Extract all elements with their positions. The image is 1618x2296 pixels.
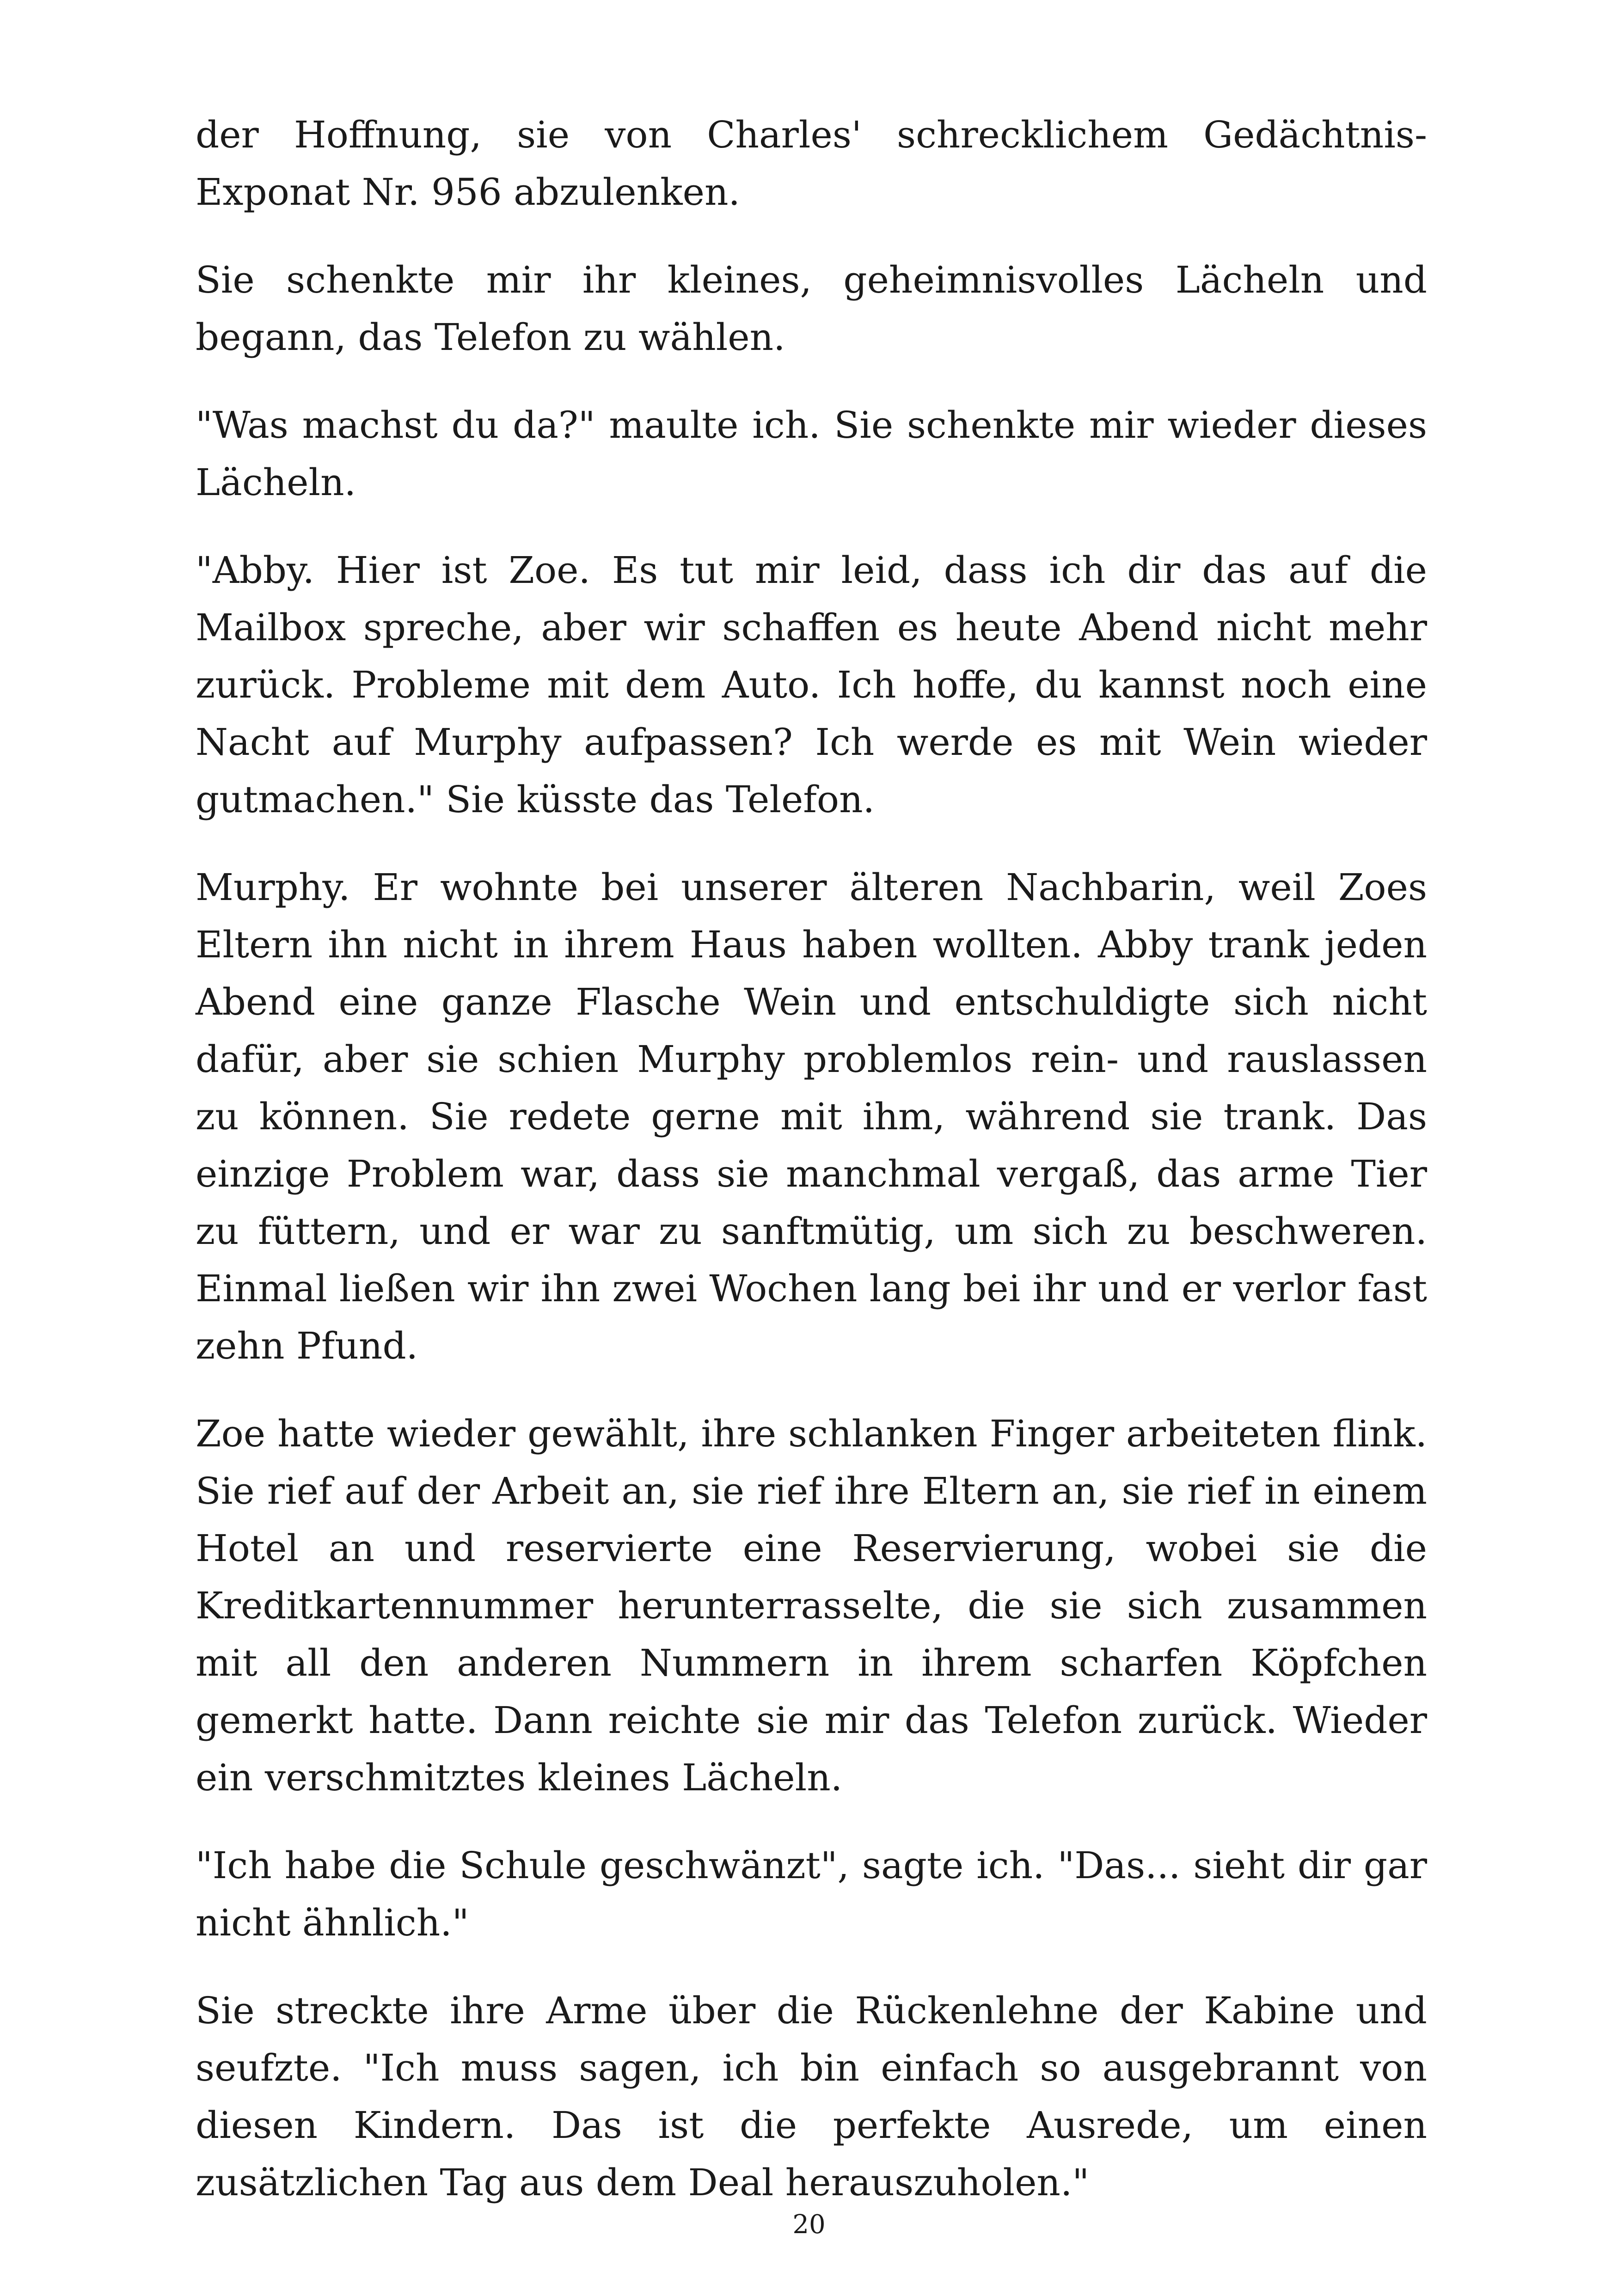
- paragraph: "Was machst du da?" maulte ich. Sie schenkte mir wieder dieses Lächeln.: [196, 404, 1427, 504]
- paragraph: "Ich habe die Schule geschwänzt", sagte ich. "Das... sieht dir gar nicht ähnlich.": [196, 1844, 1427, 1944]
- body-text: [196, 106, 1427, 2242]
- paragraph: Sie schenkte mir ihr kleines, geheimnisvolles Lächeln und begann, das Telefon zu wählen.: [196, 258, 1427, 359]
- page-number: 20: [792, 2210, 826, 2240]
- paragraph: Murphy. Er wohnte bei unserer älteren Nachbarin, weil Zoes Eltern ihn nicht in ihrem Haus haben wollten. Abby trank jeden Abend eine ganze Flasche Wein und entschuldigte sich nicht dafür, aber sie schien Murphy problemlos rein- und rauslassen zu können. Sie redete gerne mit ihm, während sie trank. Das einzige Problem war, dass sie manchmal vergaß, das arme Tier zu füttern, und er war zu sanftmütig, um sich zu beschweren. Einmal ließen wir ihn zwei Wochen lang bei ihr und er verlor fast zehn Pfund.: [196, 866, 1427, 1367]
- paragraph: der Hoffnung, sie von Charles' schrecklichem Gedächtnis-Exponat Nr. 956 abzulenken.: [196, 113, 1427, 214]
- paragraph: "Abby. Hier ist Zoe. Es tut mir leid, dass ich dir das auf die Mailbox spreche, aber wir schaffen es heute Abend nicht mehr zurück. Probleme mit dem Auto. Ich hoffe, du kannst noch eine Nacht auf Murphy aufpassen? Ich werde es mit Wein wieder gutmachen." Sie küsste das Telefon.: [196, 549, 1427, 821]
- paragraph: Sie streckte ihre Arme über die Rückenlehne der Kabine und seufzte. "Ich muss sagen, ich bin einfach so ausgebrannt von diesen Kindern. Das ist die perfekte Ausrede, um einen zusätzlichen Tag aus dem Deal herauszuholen.": [196, 1989, 1427, 2204]
- paragraph: Zoe hatte wieder gewählt, ihre schlanken Finger arbeiteten flink. Sie rief auf der Arbeit an, sie rief ihre Eltern an, sie rief in einem Hotel an und reservierte eine Reservierung, wobei sie die Kreditkartennummer herunterrasselte, die sie sich zusammen mit all den anderen Nummern in ihrem scharfen Köpfchen gemerkt hatte. Dann reichte sie mir das Telefon zurück. Wieder ein verschmitztes kleines Lächeln.: [196, 1412, 1427, 1799]
